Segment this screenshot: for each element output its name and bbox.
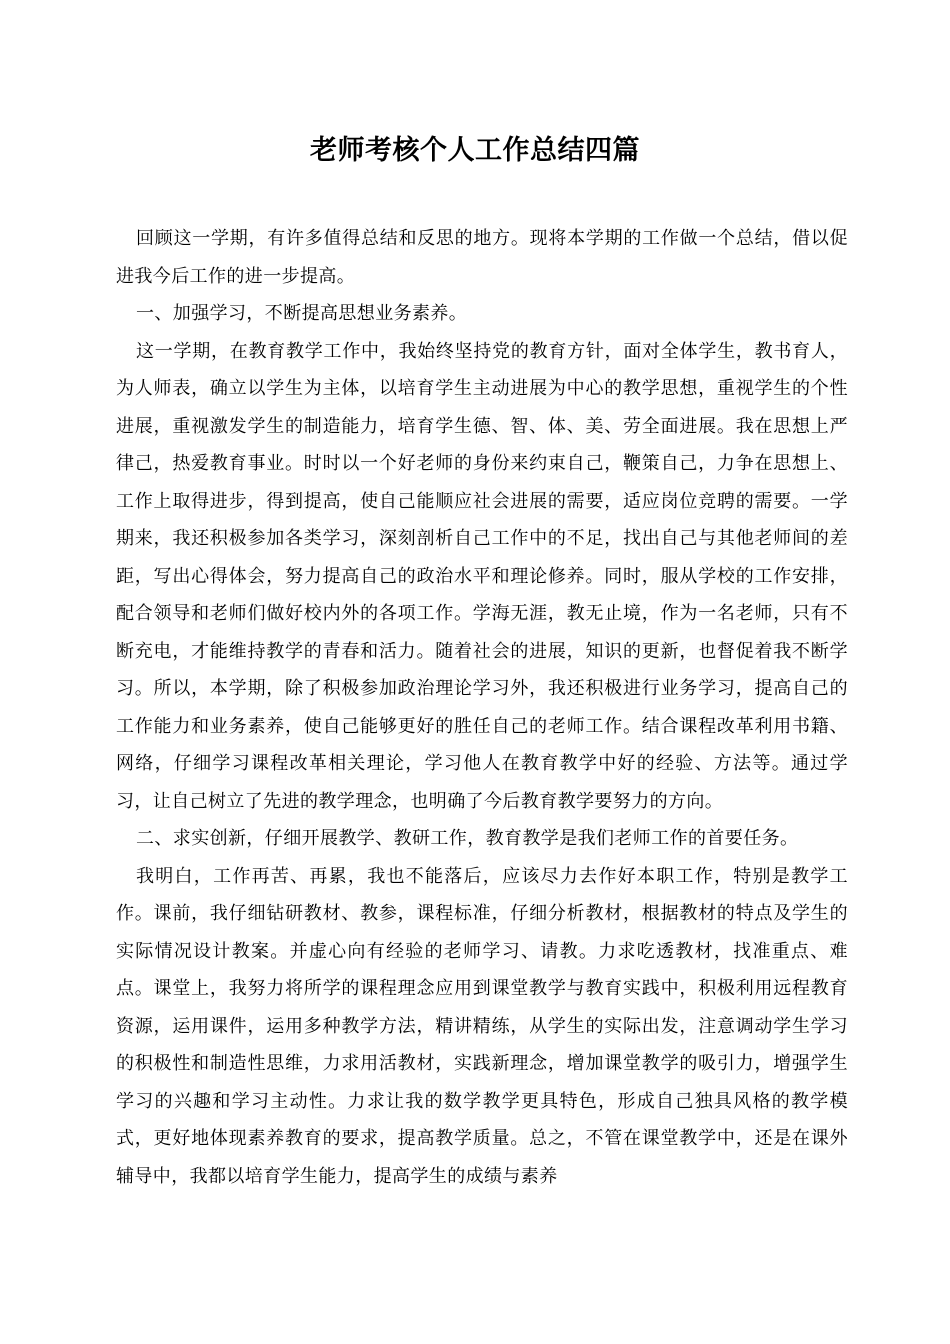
section-heading-2: 二、求实创新，仔细开展教学、教研工作，教育教学是我们老师工作的首要任务。 (136, 828, 799, 849)
paragraph-section-1: 这一学期，在教育教学工作中，我始终坚持党的教育方针，面对全体学生，教书育人，为人师表，确立以学生为主体，以培育学生主动进展为中心的教学思想，重视学生的个性进展，重视激发学生的制造能力，培育学生德、智、体、美、劳全面进展。我在思想上严律己，热爱教育事业。时时以一个好老师的身份来约束自己，鞭策自己，力争在思想上、工作上取得进步，得到提高，使自己能顺应社会进展的需要，适应岗位竞聘的需要。一学期来，我还积极参加各类学习，深刻剖析自己工作中的不足，找出自己与其他老师间的差距，写出心得体会，努力提高自己的政治水平和理论修养。同时，服从学校的工作安排，配合领导和老师们做好校内外的各项工作。学海无涯，教无止境，作为一名老师，只有不断充电，才能维持教学的青春和活力。随着社会的进展，知识的更新，也督促着我不断学习。所以，本学期，除了积极参加政治理论学习外，我还积极进行业务学习，提高自己的工作能力和业务素养，使自己能够更好的胜任自己的老师工作。结合课程改革利用书籍、网络，仔细学习课程改革相关理论，学习他人在教育教学中好的经验、方法等。通过学习，让自己树立了先进的教学理念，也明确了今后教育教学要努力的方向。 (116, 340, 848, 812)
paragraph-section-2: 我明白，工作再苦、再累，我也不能落后，应该尽力去作好本职工作，特别是教学工作。课前，我仔细钻研教材、教参，课程标准，仔细分析教材，根据教材的特点及学生的实际情况设计教案。并虚心向有经验的老师学习、请教。力求吃透教材，找准重点、难点。课堂上，我努力将所学的课程理念应用到课堂教学与教育实践中，积极利用远程教育资源，运用课件，运用多种教学方法，精讲精练，从学生的实际出发，注意调动学生学习的积极性和制造性思维，力求用活教材，实践新理念，增加课堂教学的吸引力，增强学生学习的兴趣和学习主动性。力求让我的数学教学更具特色，形成自己独具风格的教学模式，更好地体现素养教育的要求，提高教学质量。总之，不管在课堂教学中，还是在课外辅导中，我都以培育学生能力，提高学生的成绩与素养 (116, 865, 848, 1187)
document-title: 老师考核个人工作总结四篇 (310, 135, 640, 166)
section-heading-1: 一、加强学习，不断提高思想业务素养。 (136, 303, 468, 324)
document-body (116, 220, 848, 1195)
paragraph-intro: 回顾这一学期，有许多值得总结和反思的地方。现将本学期的工作做一个总结，借以促进我今后工作的进一步提高。 (116, 228, 848, 287)
